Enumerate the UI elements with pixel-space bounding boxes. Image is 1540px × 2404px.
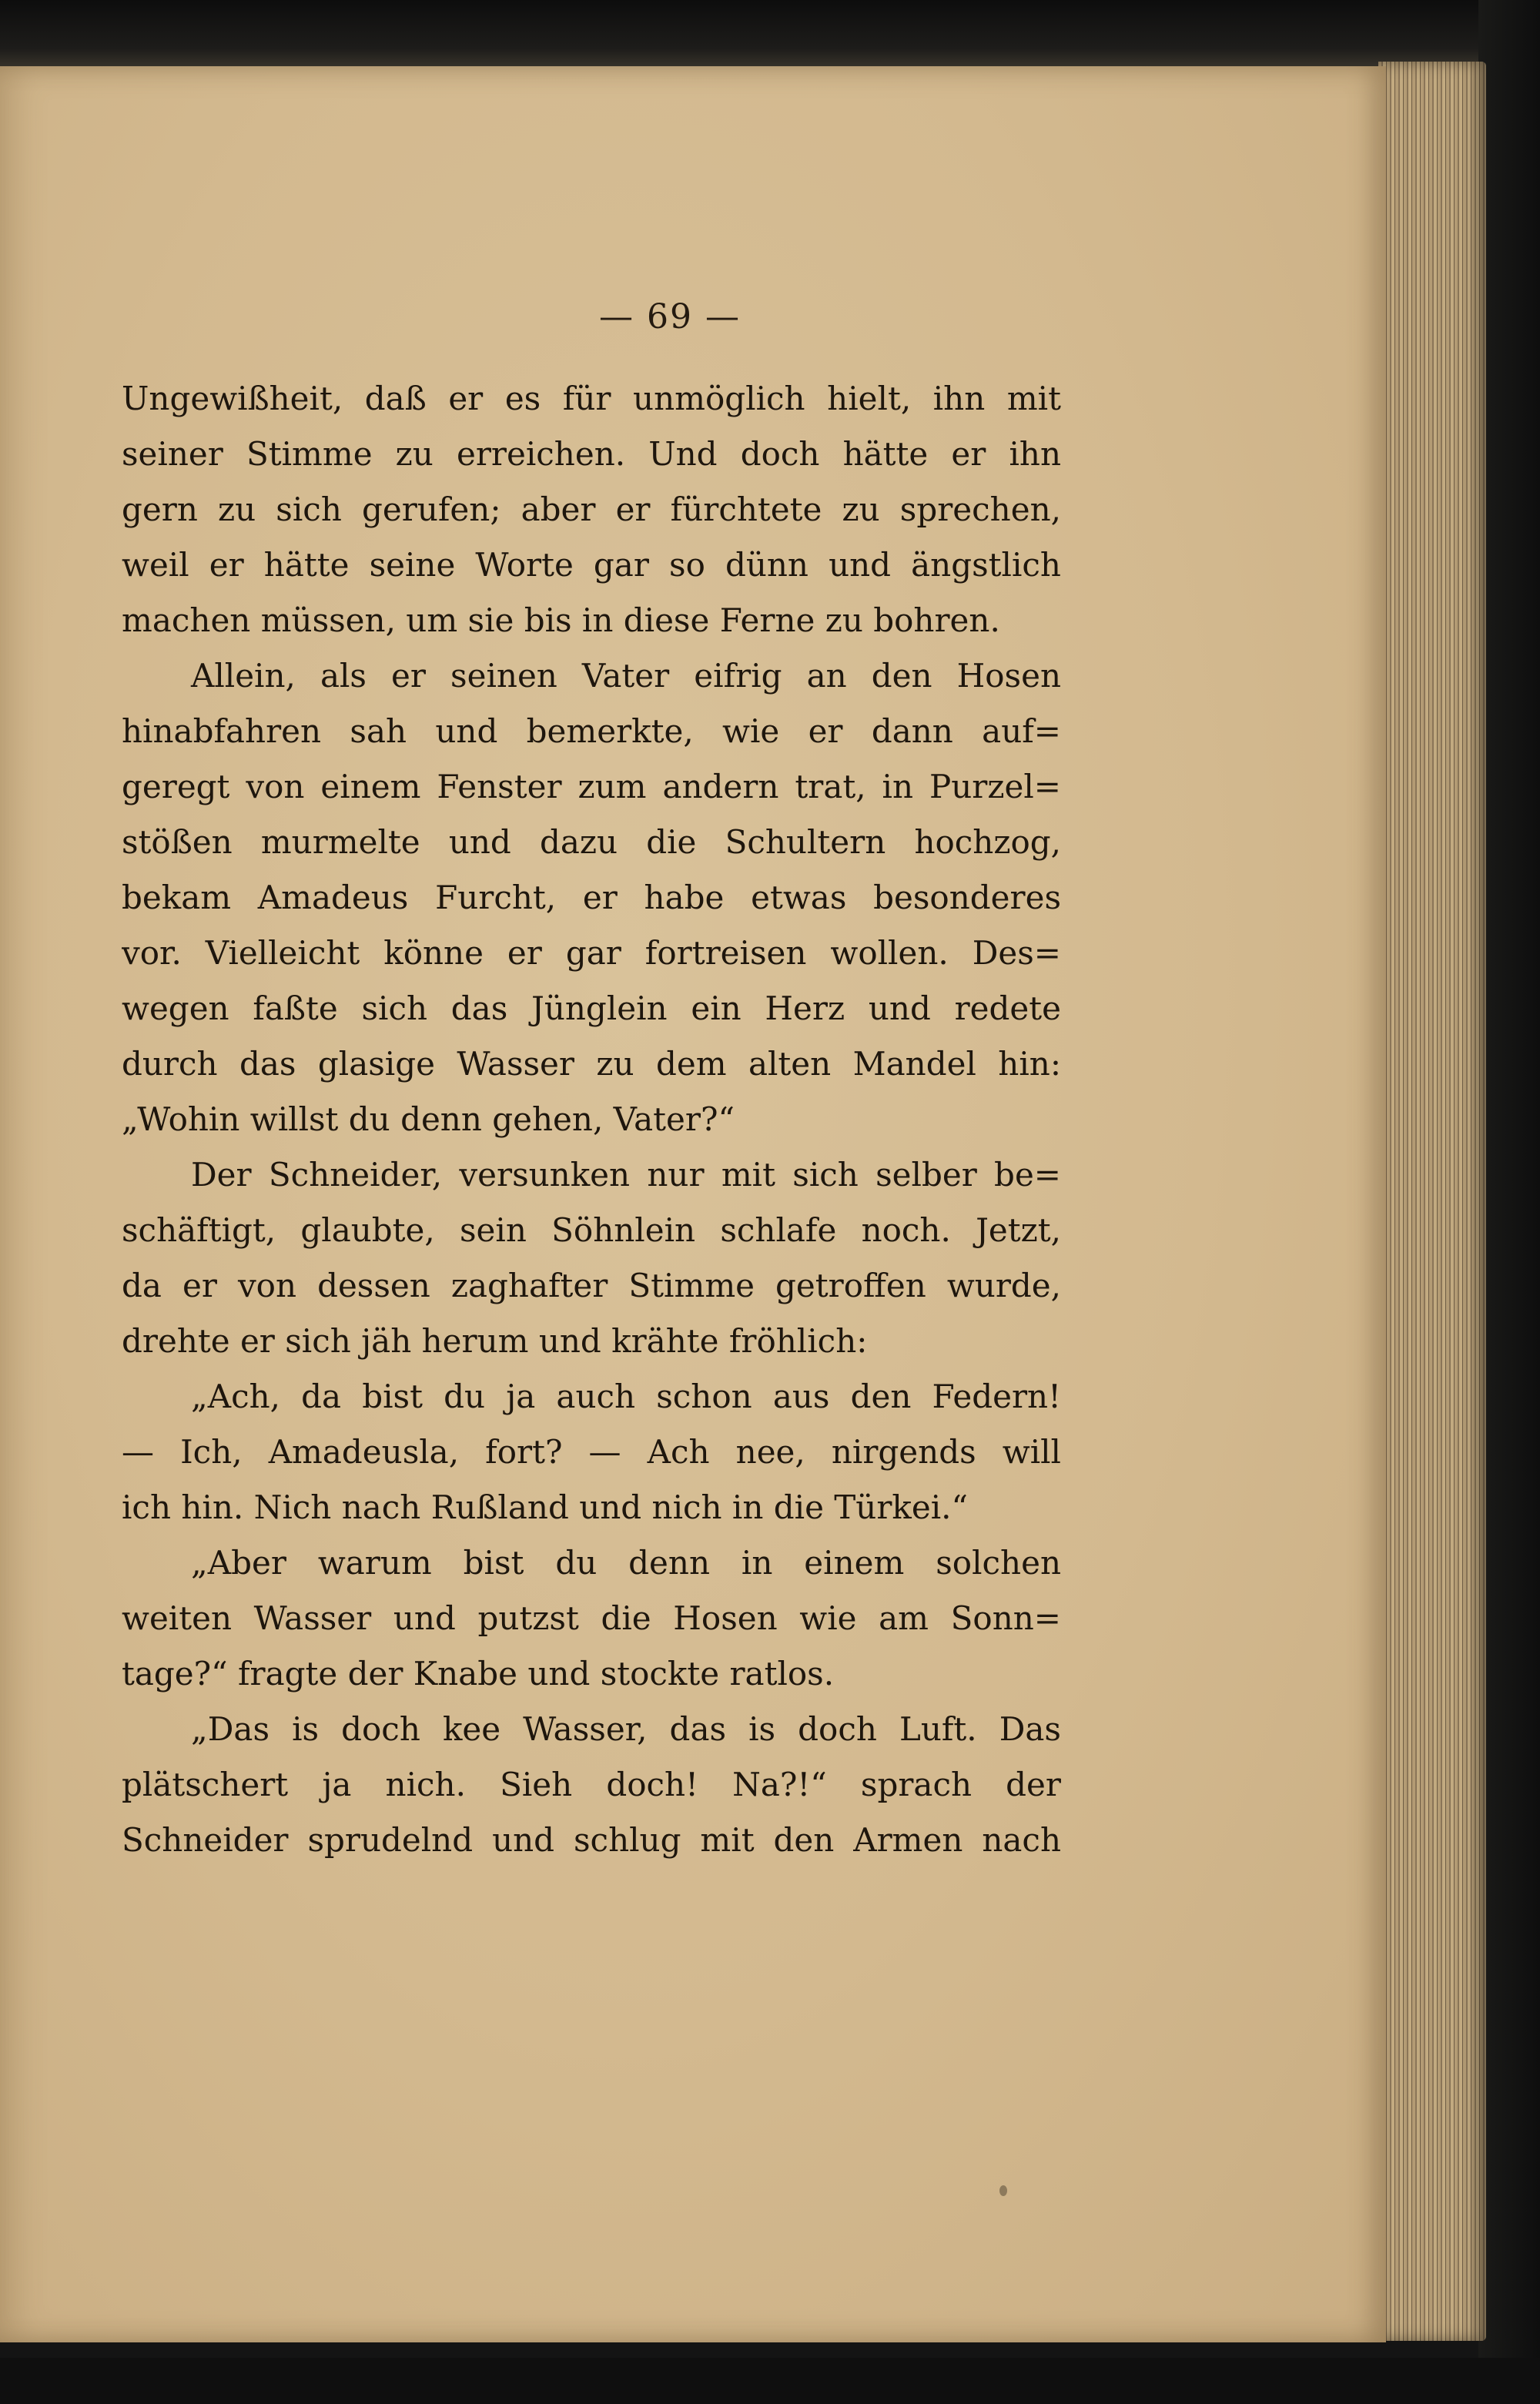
text-line: — Ich, Amadeusla, fort? — Ach nee, nirgends will <box>122 1433 1061 1471</box>
text-line: „Wohin willst du denn gehen, Vater?“ <box>122 1100 735 1138</box>
text-line: Ungewißheit, daß er es für unmöglich hielt, ihn mit <box>122 380 1061 417</box>
page-number: — 69 — <box>599 297 741 336</box>
text-line: Schneider sprudelnd und schlug mit den Armen nach <box>122 1821 1061 1859</box>
text-line: „Aber warum bist du denn in einem solchen <box>191 1544 1061 1582</box>
text-line: seiner Stimme zu erreichen. Und doch hätte er ihn <box>122 435 1061 473</box>
text-line: vor. Vielleicht könne er gar fortreisen wollen. Des= <box>122 934 1061 972</box>
text-line: weil er hätte seine Worte gar so dünn und ängstlich <box>122 546 1061 584</box>
text-line: Allein, als er seinen Vater eifrig an den Hosen <box>191 657 1061 695</box>
text-line: ich hin. Nich nach Rußland und nich in die Türkei.“ <box>122 1488 968 1526</box>
text-line: geregt von einem Fenster zum andern trat, in Purzel= <box>122 768 1061 805</box>
text-line: weiten Wasser und putzst die Hosen wie am Sonn= <box>122 1599 1061 1637</box>
text-line: „Ach, da bist du ja auch schon aus den Federn! <box>191 1378 1061 1415</box>
text-line: drehte er sich jäh herum und krähte fröhlich: <box>122 1322 868 1360</box>
scan-background-top <box>0 0 1540 69</box>
text-line: machen müssen, um sie bis in diese Ferne zu bohren. <box>122 601 1000 639</box>
text-line: stößen murmelte und dazu die Schultern hochzog, <box>122 823 1061 861</box>
scan-background-right <box>1478 0 1540 2404</box>
text-line: „Das is doch kee Wasser, das is doch Luft. Das <box>191 1710 1061 1748</box>
text-line: schäftigt, glaubte, sein Söhnlein schlafe noch. Jetzt, <box>122 1211 1061 1249</box>
text-line: tage?“ fragte der Knabe und stockte ratlos. <box>122 1655 835 1693</box>
text-line: plätschert ja nich. Sieh doch! Na?!“ sprach der <box>122 1766 1061 1803</box>
scan-background-bottom <box>0 2358 1540 2404</box>
text-line: hinabfahren sah und bemerkte, wie er dann auf= <box>122 712 1061 750</box>
text-line: durch das glasige Wasser zu dem alten Mandel hin: <box>122 1045 1061 1083</box>
text-line: Der Schneider, versunken nur mit sich selber be= <box>191 1156 1061 1194</box>
body-text <box>122 371 1061 1868</box>
book-page <box>0 66 1386 2342</box>
text-line: da er von dessen zaghafter Stimme getroffen wurde, <box>122 1267 1061 1304</box>
text-line: wegen faßte sich das Jünglein ein Herz und redete <box>122 989 1061 1027</box>
book-page-edges <box>1378 62 1486 2341</box>
text-line: gern zu sich gerufen; aber er fürchtete zu sprechen, <box>122 491 1061 528</box>
paper-speck <box>999 2185 1007 2196</box>
text-line: bekam Amadeus Furcht, er habe etwas besonderes <box>122 879 1061 916</box>
